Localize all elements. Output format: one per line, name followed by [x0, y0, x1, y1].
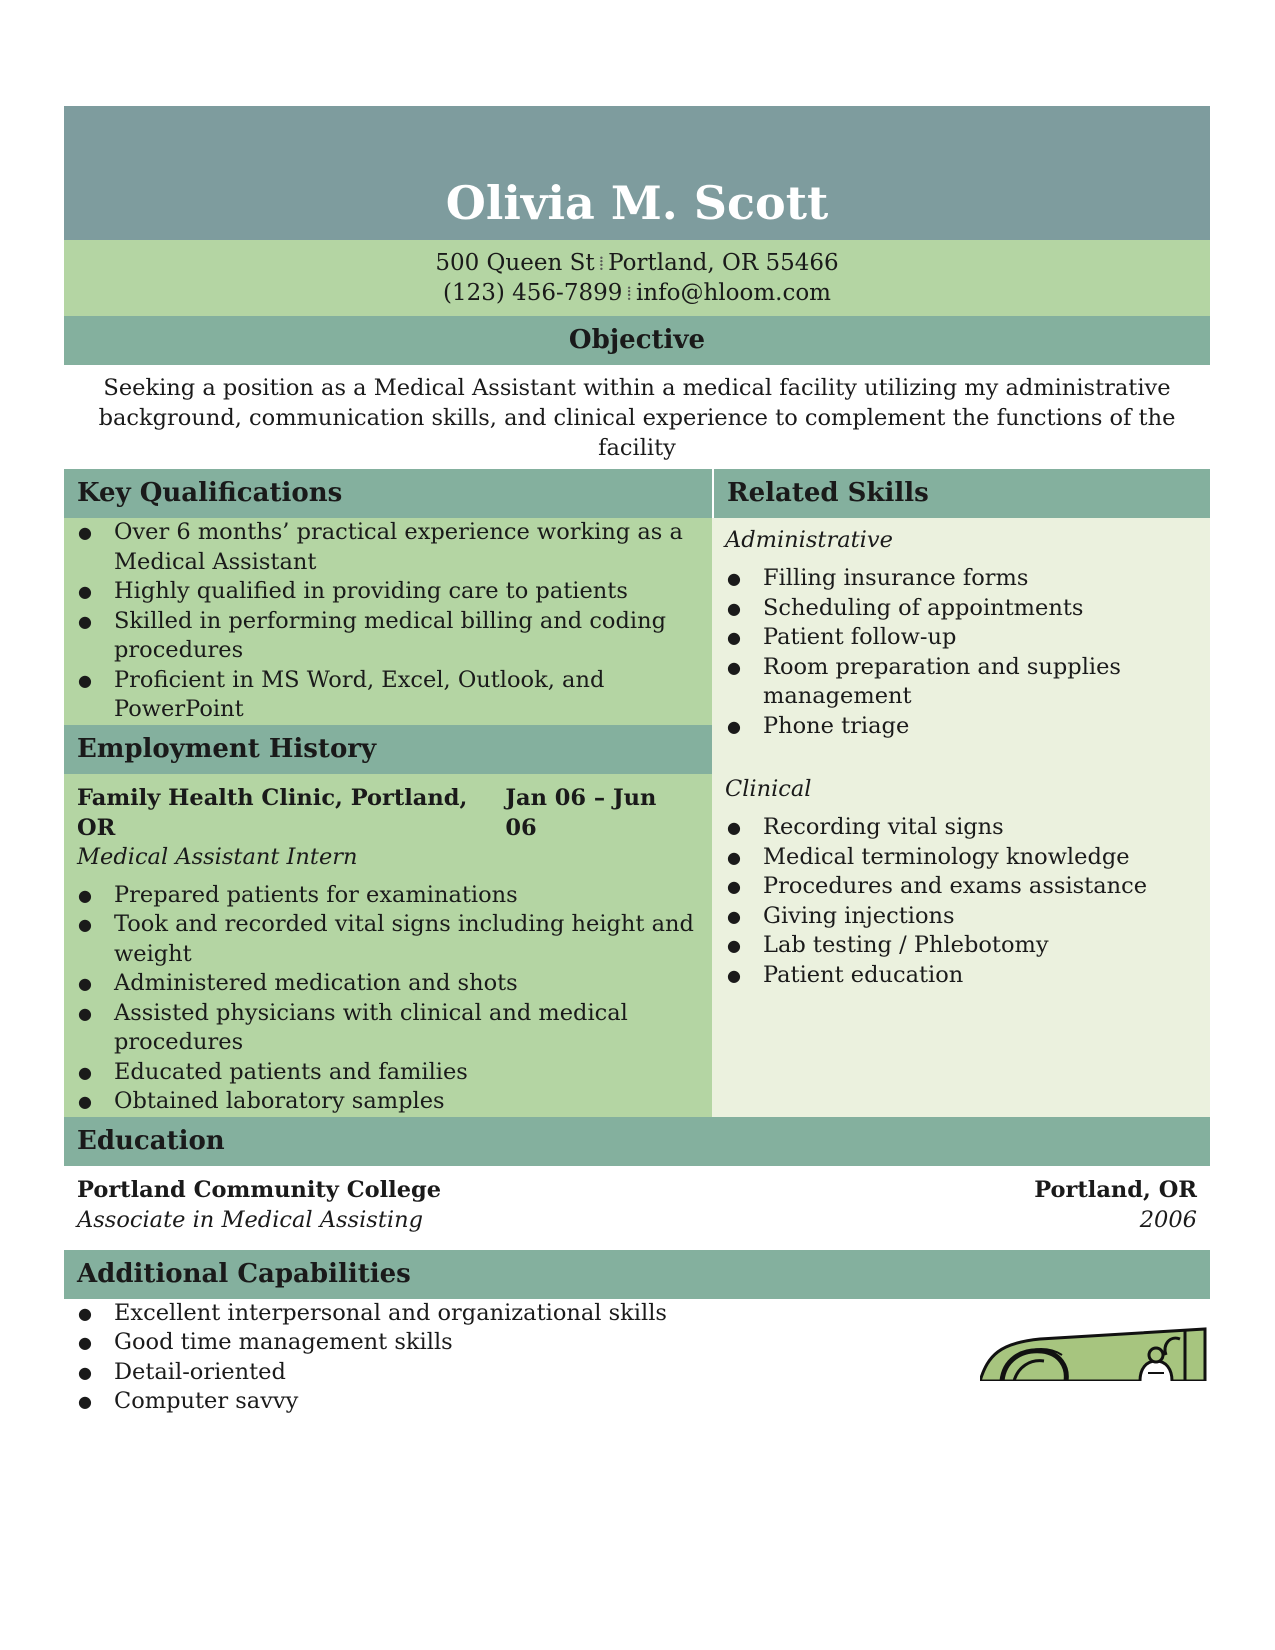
list-item: ● Assisted physicians with clinical and medical procedures	[64, 999, 712, 1058]
contact-banner	[64, 240, 1210, 316]
list-item: ● Detail-oriented	[64, 1358, 1210, 1388]
employer: Family Health Clinic, Portland, OR	[77, 784, 468, 841]
list-item: ● Phone triage	[712, 712, 1210, 742]
list-item: ● Skilled in performing medical billing and coding procedures	[64, 607, 712, 666]
left-column	[64, 469, 712, 1117]
job-title: Medical Assistant Intern	[77, 843, 358, 870]
list-item: ● Patient education	[712, 961, 1210, 991]
objective-heading: Objective	[64, 316, 1210, 365]
employment-duties-list	[64, 881, 712, 1117]
list-item: ● Obtained laboratory samples	[64, 1087, 712, 1117]
applicant-name: Olivia M. Scott	[445, 176, 829, 230]
school-name: Portland Community College	[77, 1176, 442, 1203]
objective-text: Seeking a position as a Medical Assistant within a medical facility utilizing my administrative background, communication skills, and clinical experience to complement the functions of the facility	[98, 375, 1176, 461]
separator: ⁞	[626, 281, 632, 305]
list-item: ● Room preparation and supplies management	[712, 653, 1210, 712]
education-entry	[64, 1166, 1210, 1250]
right-column	[712, 469, 1210, 1117]
list-item: ● Filling insurance forms	[712, 564, 1210, 594]
list-item: ● Patient follow-up	[712, 623, 1210, 653]
list-item: ● Took and recorded vital signs including height and weight	[64, 910, 712, 969]
two-column-section	[64, 469, 1210, 1117]
employment-dates: Jan 06 – Jun 06	[505, 784, 657, 841]
key-qualifications-list	[64, 518, 712, 725]
related-skills-heading: Related Skills	[712, 469, 1210, 518]
list-item: ● Administered medication and shots	[64, 969, 712, 999]
list-item: ● Computer savvy	[64, 1387, 1210, 1417]
list-item: ● Medical terminology knowledge	[712, 843, 1210, 873]
list-item: ● Scheduling of appointments	[712, 594, 1210, 624]
city-state-zip: Portland, OR 55466	[608, 250, 839, 276]
medical-illustration-icon	[980, 1325, 1210, 1381]
list-item: ● Highly qualified in providing care to patients	[64, 577, 712, 607]
degree: Associate in Medical Assisting	[77, 1206, 423, 1233]
administrative-subheading: Administrative	[725, 527, 893, 553]
resume-page	[64, 106, 1210, 1417]
school-location: Portland, OR	[1034, 1176, 1197, 1203]
education-left	[77, 1175, 441, 1250]
email-address: info@hloom.com	[635, 280, 831, 306]
employment-history-heading: Employment History	[64, 725, 712, 774]
list-item: ● Lab testing / Phlebotomy	[712, 931, 1210, 961]
additional-capabilities-heading: Additional Capabilities	[64, 1250, 1210, 1299]
name-banner	[64, 106, 1210, 240]
list-item: ● Procedures and exams assistance	[712, 872, 1210, 902]
list-item: ● Prepared patients for examinations	[64, 881, 712, 911]
list-item: ● Educated patients and families	[64, 1058, 712, 1088]
graduation-year: 2006	[1139, 1206, 1197, 1233]
phone-email-line	[64, 278, 1210, 308]
job-header	[64, 774, 712, 843]
list-item: ● Excellent interpersonal and organizational skills	[64, 1299, 1210, 1329]
list-item: ● Giving injections	[712, 902, 1210, 932]
education-heading: Education	[64, 1117, 1210, 1166]
street-address: 500 Queen St	[435, 250, 595, 276]
phone-number: (123) 456-7899	[443, 280, 623, 306]
clinical-skills-list	[712, 813, 1210, 990]
list-item: ● Over 6 months’ practical experience working as a Medical Assistant	[64, 518, 712, 577]
key-qualifications-heading: Key Qualifications	[64, 469, 712, 518]
separator: ⁞	[598, 251, 605, 275]
list-item: ● Recording vital signs	[712, 813, 1210, 843]
list-item: ● Good time management skills	[64, 1328, 1210, 1358]
education-right	[1034, 1175, 1197, 1250]
address-line	[64, 248, 1210, 278]
clinical-subheading: Clinical	[725, 776, 812, 802]
list-item: ● Proficient in MS Word, Excel, Outlook, and PowerPoint	[64, 666, 712, 725]
administrative-skills-list	[712, 564, 1210, 741]
